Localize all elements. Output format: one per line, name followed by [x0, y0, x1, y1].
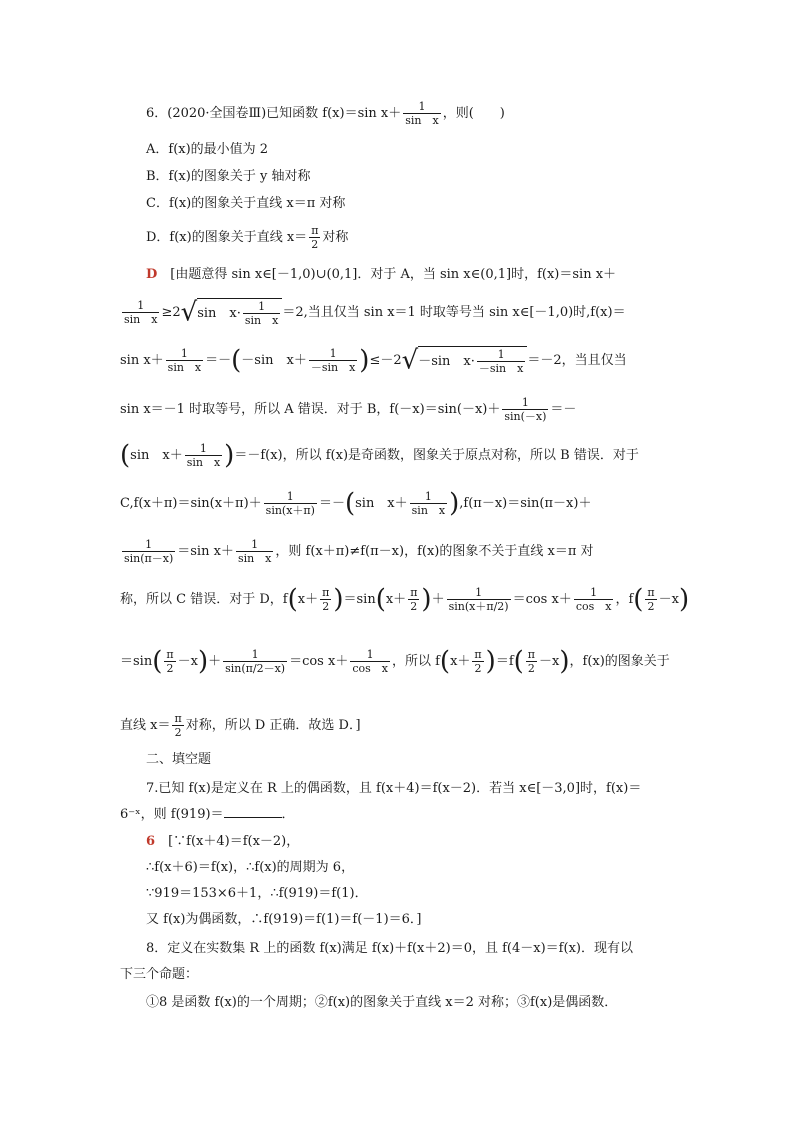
frac-den: sin x	[411, 504, 446, 517]
frac-num: 1	[590, 586, 598, 599]
fraction	[185, 442, 222, 469]
frac-den: sin x	[405, 114, 439, 127]
frac-den: －sin x	[310, 361, 356, 374]
sol6-text: ＝sin x＋	[177, 544, 234, 559]
sqrt-text: sin x·	[197, 306, 241, 321]
sol6-text: ≥2	[161, 305, 181, 320]
frac-num: 1	[424, 490, 432, 503]
sol7-line-4: 又 f(x)为偶函数，∴f(919)＝f(1)＝f(－1)＝6．]	[146, 912, 422, 927]
q8-stem-line-1: 8．定义在实数集 R 上的函数 f(x)满足 f(x)＋f(x＋2)＝0，且 f(4－x)＝f(x)．现有以	[146, 941, 633, 956]
sol6-text: 称，所以 C 错误．对于 D，f	[120, 592, 288, 607]
answer-badge: D	[146, 267, 158, 282]
frac-den: 2	[309, 237, 320, 251]
sol6-text: sin x＝－1 时取等号，所以 A 错误．对于 B，f(－x)＝sin(－x)＋	[120, 402, 501, 417]
frac-num: π	[647, 586, 655, 599]
frac-den: sin(x＋π/2)	[448, 600, 509, 613]
sol7-line-1	[146, 833, 299, 851]
frac-den: 2	[320, 599, 331, 613]
sol6-text: ＋	[208, 654, 222, 669]
q6-option-d-tail: 对称	[322, 230, 349, 245]
fraction	[350, 648, 390, 675]
answer-blank	[224, 805, 282, 818]
fraction	[164, 648, 175, 675]
sol6-text: sin x＋	[355, 496, 408, 511]
q7-stem-text: 6⁻ˣ，则 f(919)＝	[120, 807, 224, 822]
sol6-text: x＋	[297, 592, 319, 607]
sol7-line-3: ∵919＝153×6＋1，∴f(919)＝f(1)．	[146, 886, 368, 901]
sol6-line-1	[146, 266, 616, 284]
sol6-text: ＝sin	[120, 654, 153, 669]
q6-option-a: A．f(x)的最小值为 2	[146, 142, 269, 157]
sol6-text: ＝sin	[343, 592, 376, 607]
sol6-line-4	[120, 396, 576, 423]
sol6-text: ≤－2	[369, 353, 402, 368]
frac-den: sin x	[124, 313, 158, 326]
sol7-line-2: ∴f(x＋6)＝f(x)，∴f(x)的周期为 6，	[146, 860, 355, 875]
q6-stem-tail: ，则( )	[442, 106, 505, 121]
fraction	[320, 586, 331, 613]
sol6-line-6: C,f(x＋π)＝sin(x＋π)＋ $\frac{1}{\sin(x+\pi)}$ ＝－(sin x＋ $\frac{1}{\text{sin x}}$ ),f(π－x)＝sin(π－x)＋	[120, 488, 592, 519]
sol6-text: ＝－	[318, 496, 345, 511]
q7-stem-line-1: 7.已知 f(x)是定义在 R 上的偶函数，且 f(x＋4)＝f(x－2)．若当 x∈[－3,0]时，f(x)＝	[146, 781, 642, 796]
frac-num: 1	[199, 442, 207, 455]
q6-option-b: B．f(x)的图象关于 y 轴对称	[146, 169, 311, 184]
q7-stem-tail: ．	[281, 807, 295, 822]
frac-num: 1	[286, 490, 294, 503]
frac-den: sin x	[244, 314, 279, 327]
sol6-text: ，所以 f	[391, 654, 440, 669]
fraction	[309, 224, 320, 251]
sol6-text: 对称，所以 D 正确．故选 D．]	[185, 718, 361, 733]
frac-num: 1	[418, 100, 426, 113]
sol6-text: ＝－f(x)，所以 f(x)是奇函数，图象关于原点对称，所以 B 错误．对于	[234, 448, 639, 463]
sol6-text: ＝cos x＋	[512, 592, 572, 607]
fraction	[243, 300, 280, 327]
frac-den: 2	[408, 599, 419, 613]
frac-num: π	[166, 648, 174, 661]
sol6-text: ，则 f(x＋π)≠f(π－x)，f(x)的图象不关于直线 x＝π 对	[275, 544, 594, 559]
fraction	[172, 712, 183, 739]
q6-option-d-text: D．f(x)的图象关于直线 x＝	[146, 230, 308, 245]
sol6-text: －x	[658, 592, 679, 607]
frac-num: 1	[475, 586, 483, 599]
fraction	[223, 648, 287, 675]
frac-den: cos x	[575, 600, 612, 613]
q6-option-c: C．f(x)的图象关于直线 x＝π 对称	[146, 196, 346, 211]
sol6-text: ,f(π－x)＝sin(π－x)＋	[459, 496, 592, 511]
fraction	[264, 490, 317, 517]
fraction	[403, 100, 440, 127]
sol6-text: C,f(x＋π)＝sin(x＋π)＋	[120, 496, 262, 511]
frac-den: －sin x	[478, 362, 524, 375]
sol6-line-3: sin x＋ $\frac{1}{\text{sin x}}$ ＝－(－sin x＋ $\frac{1}{\text{－sin x}}$ )≤－2√－sin x· $\frac{1}{\text{－sin x}}$ ＝－2，当且仅当	[120, 345, 627, 376]
frac-den: sin x	[186, 456, 221, 469]
fraction	[236, 538, 273, 565]
frac-num: 1	[251, 538, 259, 551]
fraction	[645, 586, 656, 613]
sol6-text: x＋	[450, 654, 471, 669]
frac-den: sin(－x)	[504, 410, 547, 423]
sol6-text: ＝cos x＋	[289, 654, 349, 669]
frac-den: 2	[645, 599, 656, 613]
sol6-text: ＋	[431, 592, 445, 607]
frac-num: π	[322, 586, 330, 599]
frac-den: sin(π－x)	[124, 552, 174, 565]
frac-num: π	[527, 648, 536, 661]
sol6-line-2	[120, 298, 626, 327]
answer-badge: 6	[146, 834, 156, 849]
frac-den: sin(x＋π)	[265, 504, 315, 517]
sol6-text: ＝2,当且仅当 sin x＝1 时取等号当 sin x∈[－1,0)时,f(x)＝	[282, 305, 626, 320]
fraction	[477, 348, 525, 375]
frac-num: 1	[521, 396, 529, 409]
q7-stem-line-2	[120, 805, 295, 824]
frac-den: 2	[172, 725, 183, 739]
frac-num: π	[174, 712, 182, 725]
fraction	[447, 586, 511, 613]
sol6-text: －sin x＋	[241, 353, 307, 368]
q8-stem-line-2: 下三个命题：	[120, 967, 199, 982]
sol6-text: ，f	[615, 592, 634, 607]
q6-option-d	[146, 224, 348, 251]
sol6-text: [由题意得 sin x∈[－1,0)∪(0,1]．对于 A，当 sin x∈(0,1]时，f(x)＝sin x＋	[170, 267, 617, 282]
sol6-line-10	[120, 712, 361, 739]
fraction	[122, 538, 175, 565]
frac-num: 1	[497, 348, 505, 361]
sol6-line-5: (sin x＋ $\frac{1}{\text{sin x}}$ )＝－f(x)，所以 f(x)是奇函数，图象关于原点对称，所以 B 错误．对于	[120, 440, 639, 471]
sqrt-expr: √－sin x· $\frac{1}{\text{－sin x}}$	[402, 346, 528, 375]
sol6-text: 直线 x＝	[120, 718, 171, 733]
sol6-text: －x	[177, 654, 198, 669]
fraction	[410, 490, 447, 517]
section-heading: 二、填空题	[146, 752, 212, 767]
fraction	[408, 586, 419, 613]
frac-num: π	[311, 224, 319, 237]
frac-num: 1	[180, 347, 188, 360]
fraction	[472, 648, 483, 675]
frac-num: 1	[251, 648, 259, 661]
sol6-line-8: 称，所以 C 错误．对于 D，f(x＋ $\frac{\pi}{2}$ )＝sin(x＋ $\frac{\pi}{2}$ )＋ $\frac{1}{\sin(x+\pi/2)}$ ＝cos x＋ $\frac{1}{\text{cos x}}$ ，f( $\frac{\pi}{2}$ －x)	[120, 584, 690, 615]
sol6-text: ＝－	[205, 353, 232, 368]
q6-stem	[146, 100, 505, 127]
sol7-text: [∵f(x＋4)＝f(x－2)，	[168, 834, 300, 849]
sol6-text: x＋	[385, 592, 407, 607]
sol6-text: sin x＋	[130, 448, 183, 463]
frac-den: sin x	[167, 361, 202, 374]
frac-num: 1	[137, 299, 145, 312]
sol6-line-7	[120, 538, 594, 565]
frac-num: π	[474, 648, 482, 661]
frac-den: cos x	[352, 662, 388, 675]
fraction	[309, 347, 357, 374]
frac-den: sin x	[237, 552, 272, 565]
frac-num: 1	[329, 347, 337, 360]
frac-num: 1	[145, 538, 153, 551]
q8-stem-line-3: ①8 是函数 f(x)的一个周期；②f(x)的图象关于直线 x＝2 对称；③f(x)是偶函数．	[146, 995, 618, 1010]
fraction	[502, 396, 548, 423]
sqrt-expr: √sin x· $\frac{1}{\text{sin x}}$	[181, 298, 283, 327]
sol6-text: －x	[539, 654, 560, 669]
frac-num: π	[410, 586, 418, 599]
frac-num: 1	[258, 300, 266, 313]
fraction	[526, 648, 537, 675]
fraction	[574, 586, 614, 613]
frac-den: 2	[526, 661, 537, 675]
frac-den: 2	[164, 661, 175, 675]
sol6-line-9: ＝sin( $\frac{\pi}{2}$ －x)＋ $\frac{1}{\sin(\pi/2-x)}$ ＝cos x＋ $\frac{1}{\text{cos x}}$ ，所以 f(x＋ $\frac{\pi}{2}$ )＝f( $\frac{\pi}{2}$ －x)，f(x)的图象关于	[120, 646, 670, 677]
fraction	[122, 299, 159, 326]
sqrt-text: －sin x·	[418, 354, 475, 369]
frac-den: sin(π/2－x)	[225, 662, 286, 675]
sol6-text: ，f(x)的图象关于	[569, 654, 670, 669]
q6-stem-text: 6．(2020·全国卷Ⅲ)已知函数 f(x)＝sin x＋	[146, 106, 402, 121]
frac-num: 1	[366, 648, 374, 661]
sol6-text: ＝－	[550, 402, 577, 417]
sol6-text: ＝－2，当且仅当	[527, 353, 627, 368]
fraction	[166, 347, 203, 374]
frac-den: 2	[472, 661, 483, 675]
sol6-text: ＝f	[495, 654, 514, 669]
sol6-text: sin x＋	[120, 353, 164, 368]
